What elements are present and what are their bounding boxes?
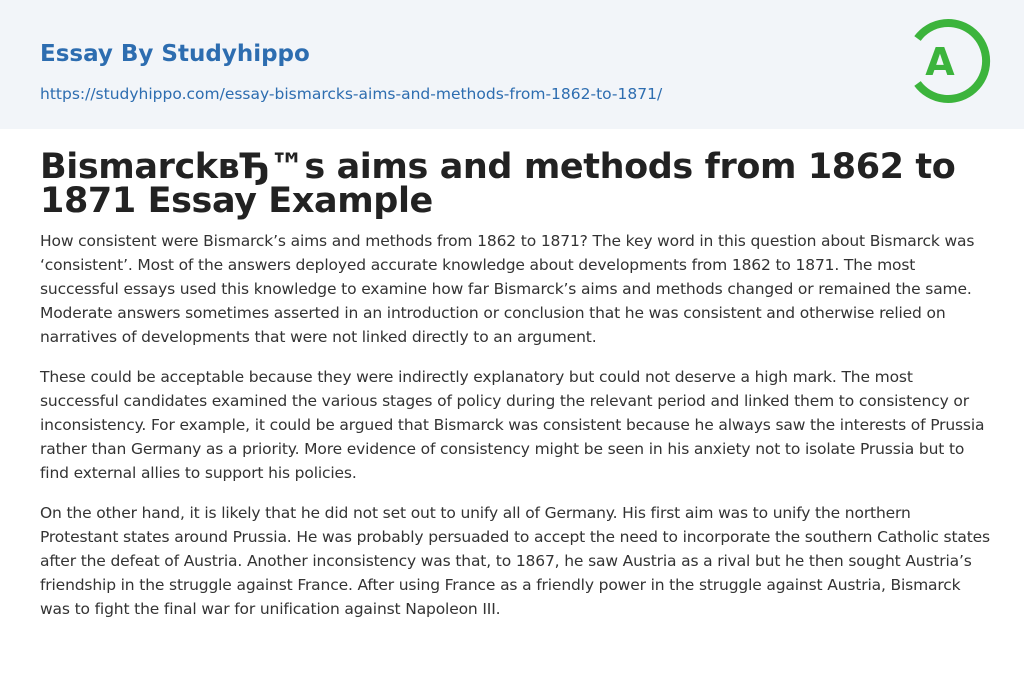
essay-body [40, 229, 990, 637]
essay-paragraph-2: These could be acceptable because they were indirectly explanatory but could not deserve a high mark. The most successful candidates examined the various stages of policy during the relevant period and linked them to consistency or inconsistency. For example, it could be argued that Bismarck was consistent because he always saw the interests of Prussia rather than Germany as a priority. More evidence of consistency might be seen in his anxiety not to isolate Prussia but to find external allies to support his policies. [40, 368, 985, 482]
essay-url-link[interactable]: https://studyhippo.com/essay-bismarcks-aims-and-methods-from-1862-to-1871/ [40, 85, 663, 103]
studyhippo-logo[interactable] [905, 18, 991, 104]
logo-letter: A [925, 40, 955, 84]
essay-paragraph-3: On the other hand, it is likely that he did not set out to unify all of Germany. His first aim was to unify the northern Protestant states around Prussia. He was probably persuaded to accept the need to incorporate the southern Catholic states after the defeat of Austria. Another inconsistency was that, to 1867, he saw Austria as a rival but he then sought Austria’s friendship in the struggle against France. After using France as a friendly power in the struggle against Austria, Bismarck was to fight the final war for unification against Napoleon III. [40, 504, 990, 618]
site-header [0, 0, 1024, 129]
essay-paragraph-1: How consistent were Bismarck’s aims and methods from 1862 to 1871? The key word in this question about Bismarck was ‘consistent’. Most of the answers deployed accurate knowledge about developments from 1862 to 1871. The most successful essays used this knowledge to examine how far Bismarck’s aims and methods changed or remained the same. Moderate answers sometimes asserted in an introduction or conclusion that he was consistent and otherwise relied on narratives of developments that were not linked directly to an argument. [40, 232, 975, 346]
essay-title: BismarckвЂ™s aims and methods from 1862 to 1871 Essay Example [40, 147, 956, 221]
site-brand[interactable]: Essay By Studyhippo [40, 41, 310, 67]
logo-ring-icon [905, 18, 991, 104]
